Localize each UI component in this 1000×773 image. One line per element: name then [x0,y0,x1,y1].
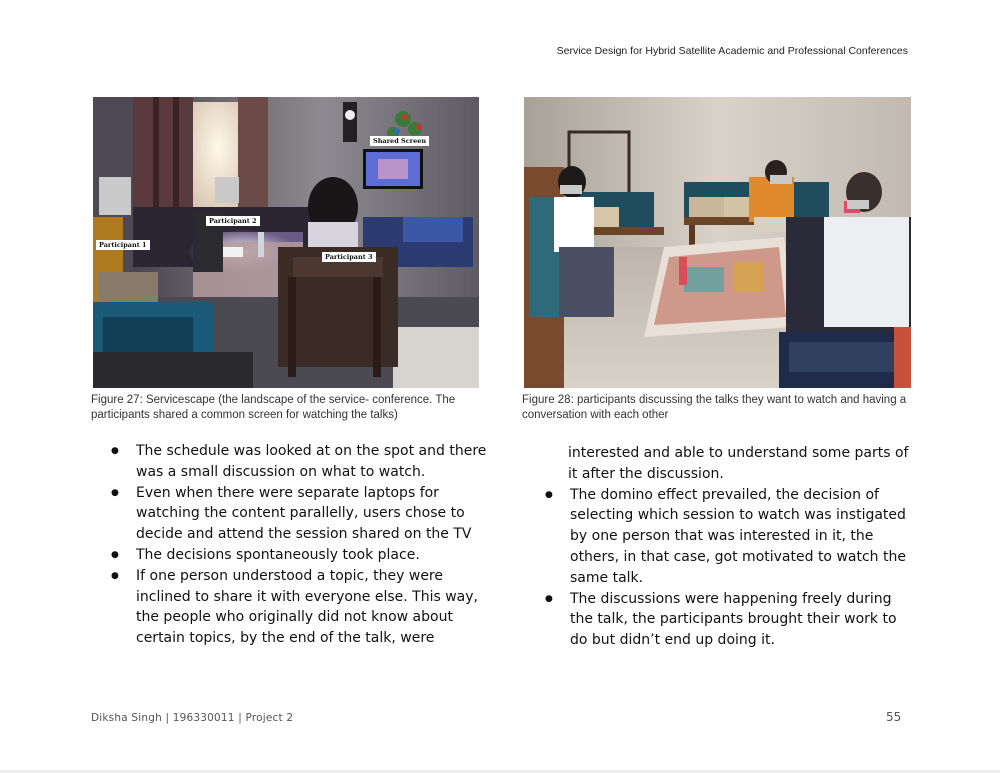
participant-a-face-blur [560,185,582,194]
figure-28-photo [524,97,911,388]
participant-c-face-blur [847,200,869,209]
bullet-item: ● If one person understood a topic, they were inclined to share it with everyone else. This way, the people who originally did not know about certain topics, by the end of the talk, were [108,566,488,649]
right-column [542,443,917,651]
page-number: 55 [886,710,902,724]
participant-1-face-blur [99,177,131,215]
right-bullet-list [542,485,917,651]
participant-2-face-blur [215,177,239,203]
bullet-item: ● The domino effect prevailed, the decision of selecting which session to watch was instigated by one person that was interested in it, the others, in that case, got motivated to watch the same talk. [542,485,917,589]
running-title: Service Design for Hybrid Satellite Academic and Professional Conferences [556,45,908,57]
footer-author-line: Diksha Singh | 196330011 | Project 2 [91,712,294,724]
continued-text: interested and able to understand some parts of it after the discussion. [568,445,909,482]
participant-1-label: Participant 1 [96,240,150,250]
bullet-item: ● Even when there were separate laptops for watching the content parallelly, users chose to decide and attend the session shared on the TV [108,483,488,545]
bullet-item: ● The schedule was looked at on the spot and there was a small discussion on what to watch. [108,441,488,483]
figure-28-caption: Figure 28: participants discussing the talks they want to watch and having a conversation with each other [522,394,907,421]
left-column [108,441,488,649]
bullet-item: ● The discussions were happening freely during the talk, the participants brought their work to do but didn’t end up doing it. [542,589,917,651]
shared-screen-label: Shared Screen [370,136,429,146]
figure-27-caption: Figure 27: Servicescape (the landscape of the service- conference. The participants shared a common screen for watching the talks) [91,394,456,421]
participant-2-label: Participant 2 [206,216,260,226]
participant-b-face-blur [770,175,792,184]
participant-3-label: Participant 3 [322,252,376,262]
bullet-item: ● The decisions spontaneously took place. [108,545,488,566]
figure-27-photo [93,97,479,388]
left-bullet-list [108,441,488,649]
discussion-scene-illustration [524,97,911,388]
